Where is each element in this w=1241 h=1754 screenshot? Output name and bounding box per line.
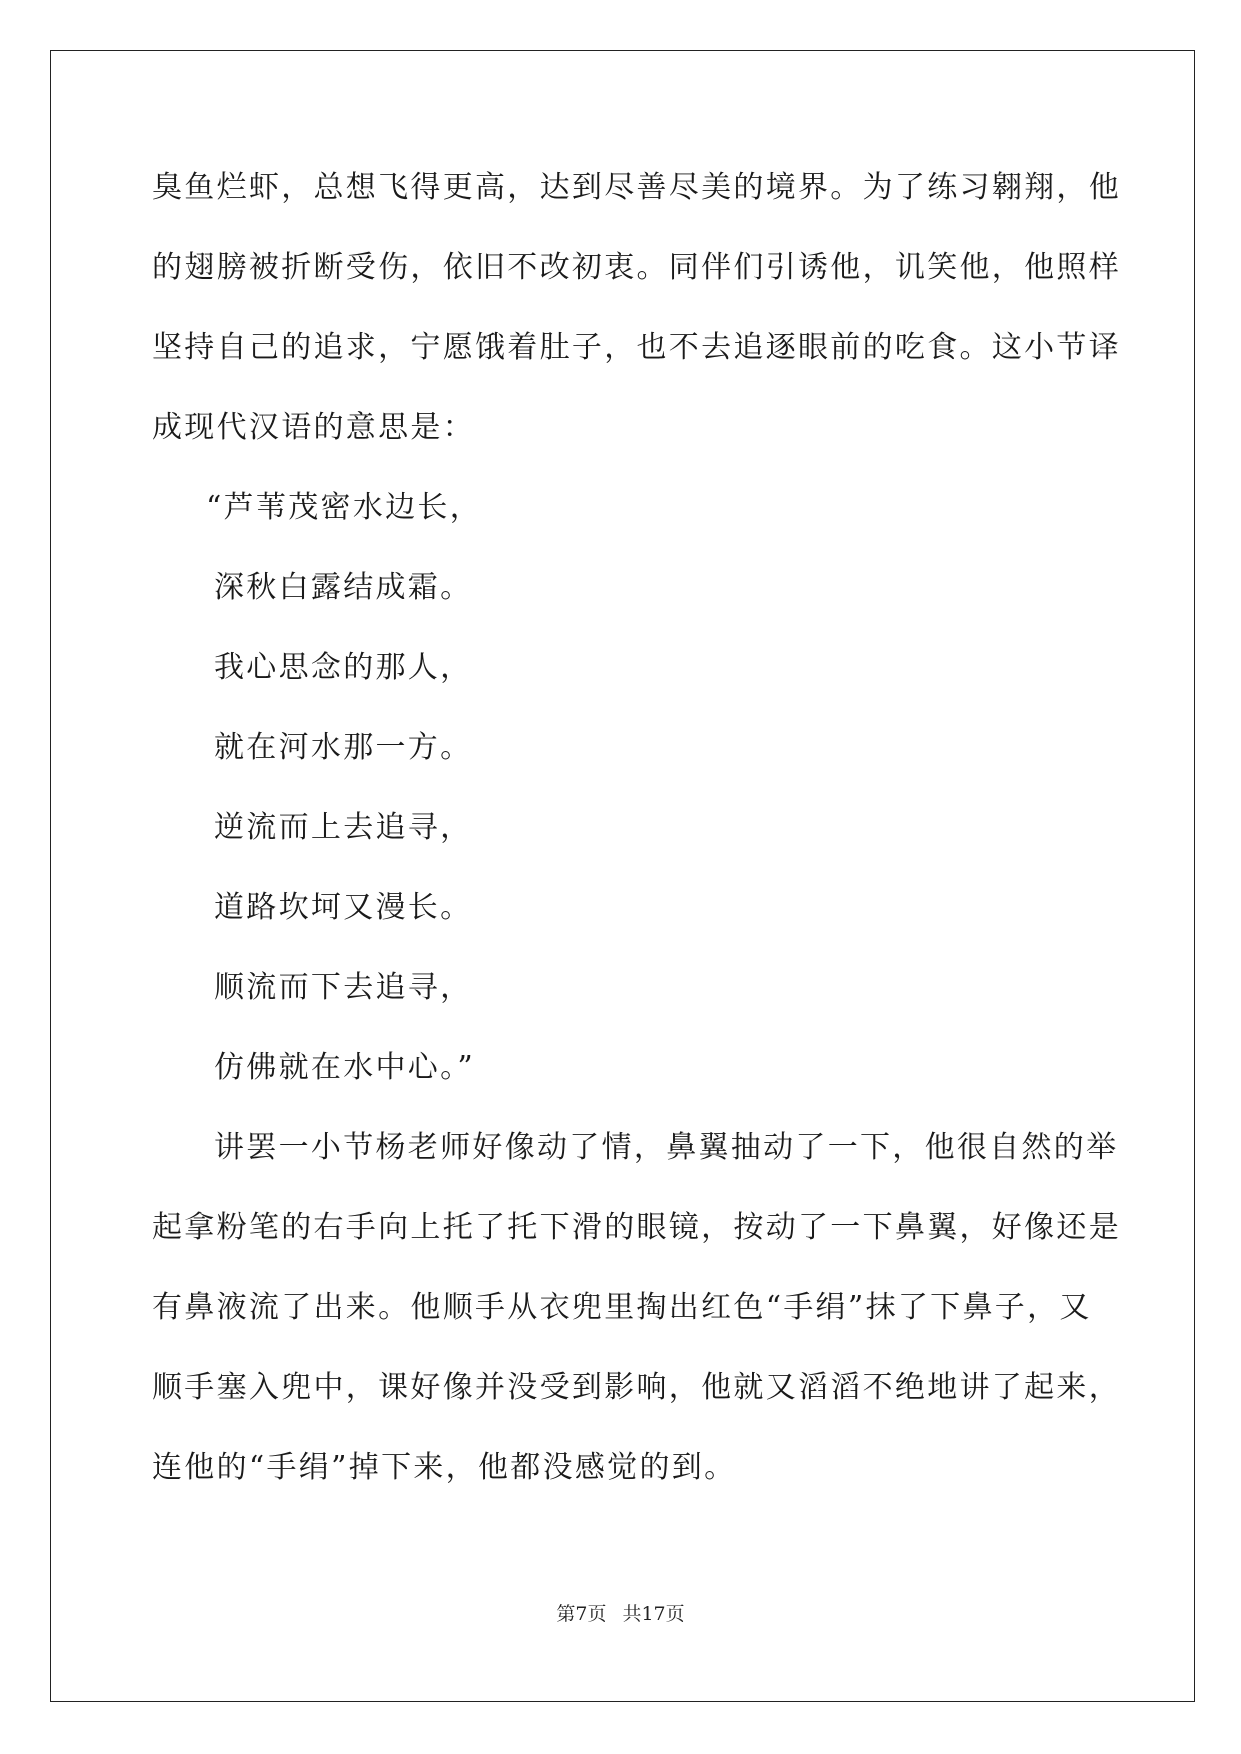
poem-line: 逆流而上去追寻， <box>214 810 473 845</box>
text-line: 起拿粉笔的右手向上托了托下滑的眼镜，按动了一下鼻翼，好像还是 <box>152 1210 1121 1245</box>
poem-line: 深秋白露结成霜。 <box>214 570 473 605</box>
text-line: 臭鱼烂虾，总想飞得更高，达到尽善尽美的境界。为了练习翱翔，他 <box>152 170 1121 205</box>
text-line: 坚持自己的追求，宁愿饿着肚子，也不去追逐眼前的吃食。这小节译 <box>152 330 1121 365</box>
document-body <box>152 168 1121 1528</box>
text-line: 有鼻液流了出来。他顺手从衣兜里掏出红色“手绢”抹了下鼻子，又 <box>152 1290 1092 1325</box>
text-line: 连他的“手绢”掉下来，他都没感觉的到。 <box>152 1450 737 1485</box>
page-footer <box>0 1602 1241 1626</box>
poem-line: 顺流而下去追寻， <box>214 970 473 1005</box>
text-line: 讲罢一小节杨老师好像动了情，鼻翼抽动了一下，他很自然的举 <box>214 1130 1119 1165</box>
text-line: 顺手塞入兜中，课好像并没受到影响，他就又滔滔不绝地讲了起来， <box>152 1370 1121 1405</box>
paragraph-1 <box>152 168 1121 448</box>
page-total: 共17页 <box>622 1603 685 1625</box>
poem-line: “芦苇茂密水边长， <box>206 490 483 525</box>
poem-line: 道路坎坷又漫长。 <box>214 890 473 925</box>
poem-line: 我心思念的那人， <box>214 650 473 685</box>
poem-block <box>152 488 1097 1088</box>
paragraph-2 <box>152 1128 1121 1488</box>
page-number: 第7页 <box>556 1603 607 1625</box>
poem-line: 就在河水那一方。 <box>214 730 473 765</box>
text-line: 的翅膀被折断受伤，依旧不改初衷。同伴们引诱他，讥笑他，他照样 <box>152 250 1121 285</box>
text-line: 成现代汉语的意思是： <box>152 410 475 445</box>
poem-line: 仿佛就在水中心。” <box>214 1050 476 1085</box>
